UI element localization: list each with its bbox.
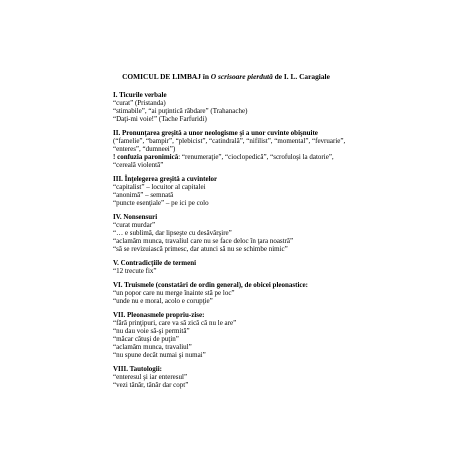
section-line: “cereală violentă” [113, 161, 164, 169]
section-pleonasmele [113, 311, 413, 359]
section-heading: IV. Nonsensuri [113, 213, 158, 221]
section-heading: III. Înţelegerea greşită a cuvintelor [113, 175, 218, 183]
section-nonsensuri [113, 213, 413, 253]
section-contradictii [113, 259, 413, 275]
section-heading: II. Pronunţarea greşită a unor neologisme şi a unor cuvinte obişnuite [113, 129, 318, 137]
section-subline [113, 153, 413, 161]
section-line: “curat” (Pristanda) [113, 99, 166, 107]
section-heading: VI. Truismele (constatări de ordin general), de obicei pleonastice: [113, 281, 308, 289]
title-italic-work: O scrisoare pierdută [210, 72, 273, 81]
section-subheading: ! confuzia paronimică [113, 153, 179, 161]
section-line: “… e sublimă, dar lipseşte cu desăvârşire” [113, 229, 232, 237]
section-heading: VIII. Tautologii: [113, 365, 163, 373]
section-line: “aclamăm munca, travaliul” [113, 343, 192, 351]
section-line: “puncte esenţiale” – pe ici pe colo [113, 199, 209, 207]
section-heading: V. Contradicţiile de termeni [113, 259, 197, 267]
section-heading: VII. Pleonasmele propriu-zise: [113, 311, 205, 319]
section-line: “un popor care nu merge înainte stă pe loc” [113, 289, 235, 297]
document-title [0, 73, 452, 81]
section-line: “aclamăm munca, travaliul care nu se face deloc în ţara noastră” [113, 237, 294, 245]
section-line: “fără prinţipuri, care va să zică că nu le are” [113, 319, 237, 327]
section-line: “să se revizuiască primesc, dar atunci să nu se schimbe nimic” [113, 245, 288, 253]
section-line: “vezi tânăr, tânăr dar copt” [113, 381, 189, 389]
section-pronuntarea-gresita [113, 129, 413, 169]
section-line: “capitalist” – locuitor al capitalei [113, 183, 206, 191]
section-line: “unde nu e moral, acolo e corupţie” [113, 297, 213, 305]
section-line: “curat murdar” [113, 221, 156, 229]
section-line: “Daţi-mi voie!” (Tache Farfuridi) [113, 115, 207, 123]
section-line: “anonimă” – semnată [113, 191, 174, 199]
section-tautologii [113, 365, 413, 389]
title-part-1: COMICUL DE LIMBAJ în [122, 72, 211, 81]
section-line: “nu spune decât numai şi numai” [113, 351, 206, 359]
section-ticurile-verbale [113, 91, 413, 123]
section-line: “stimabile”, “ai puţintică răbdare” (Trahanache) [113, 107, 248, 115]
section-line: “12 trecute fix” [113, 267, 157, 275]
section-heading: I. Ticurile verbale [113, 91, 167, 99]
section-line: “enteres”, “dumneei”) [113, 145, 176, 153]
section-line: (“famelie”, “bampir”, “plebicist”, “catindrală”, “nifilist”, “momental”, “fevruarie”, [113, 137, 346, 145]
section-line: “măcar cătuşi de puţin” [113, 335, 179, 343]
title-part-2: de I. L. Caragiale [272, 72, 330, 81]
document-body [113, 91, 413, 395]
section-line: “enteresul şi iar enteresul” [113, 373, 188, 381]
section-truismele [113, 281, 413, 305]
section-line: “nu dau voie să-şi permită” [113, 327, 190, 335]
section-subline-text: : “renumeraţie”, “cioclopedică”, “scrofuloşi la datorie”, [178, 153, 334, 161]
section-intelegerea-gresita [113, 175, 413, 207]
